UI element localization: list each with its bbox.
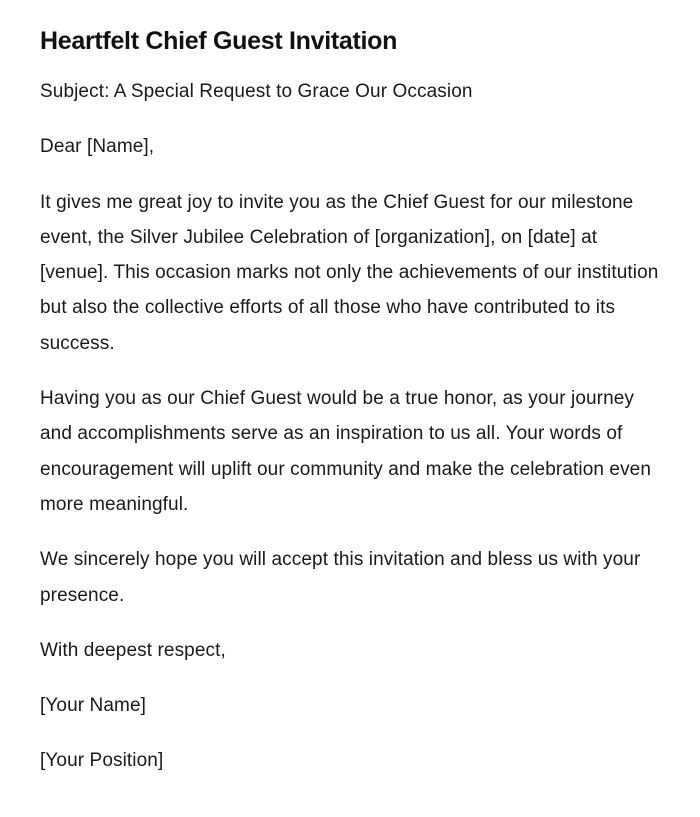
sender-position: [Your Position] xyxy=(40,750,164,772)
letter-salutation: Dear [Name], xyxy=(40,136,155,158)
letter-closing: With deepest respect, xyxy=(40,639,226,661)
letter-paragraph-2: Having you as our Chief Guest would be a true honor, as your journey and accomplishments serve as an inspiration to us all. Your words of encouragement will uplift our community and make the celebration even more meaningful. xyxy=(40,388,652,515)
letter-subject: Subject: A Special Request to Grace Our Occasion xyxy=(40,81,473,102)
letter-paragraph-3: We sincerely hope you will accept this invitation and bless us with your presence. xyxy=(40,549,641,606)
letter-title: Heartfelt Chief Guest Invitation xyxy=(40,27,398,55)
sender-name: [Your Name] xyxy=(40,695,147,717)
letter-paragraph-1: It gives me great joy to invite you as the Chief Guest for our milestone event, the Silver Jubilee Celebration of [organization], on [date] at [venue]. This occasion marks not only the achievements of our institution but also the collective efforts of all those who have contributed to its success. xyxy=(40,191,659,354)
